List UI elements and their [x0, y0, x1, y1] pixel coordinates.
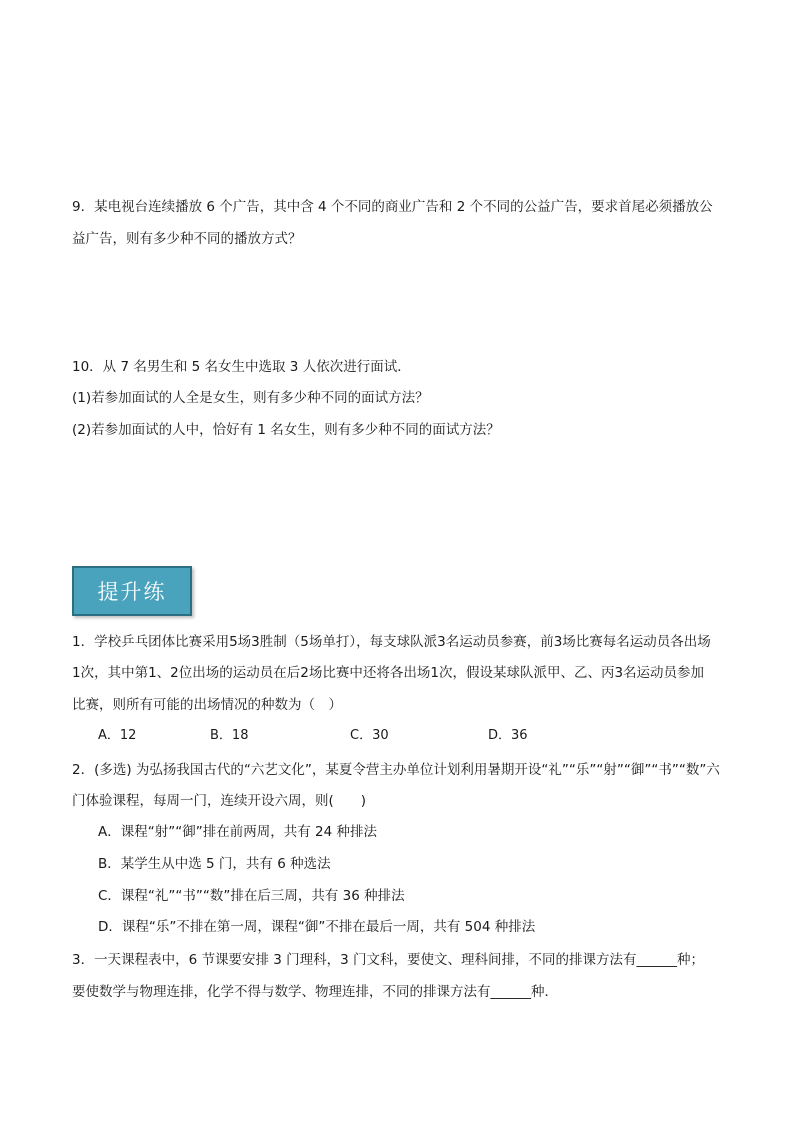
practice-1-option-c: C．30 — [350, 728, 389, 743]
practice-1-option-a: A．12 — [98, 728, 137, 743]
question-10-part-1: (1)若参加面试的人全是女生，则有多少种不同的面试方法？ — [72, 390, 429, 406]
question-10-part-2: (2)若参加面试的人中，恰好有 1 名女生，则有多少种不同的面试方法？ — [72, 422, 500, 438]
practice-3-line-1: 3．一天课程表中，6 节课要安排 3 门理科，3 门文科，要使文、理科间排，不同的排课方法有______种； — [72, 952, 705, 968]
practice-2-option-b: B．某学生从中选 5 门，共有 6 种选法 — [98, 856, 331, 872]
practice-3-line-2: 要使数学与物理连排，化学不得与数学、物理连排，不同的排课方法有______种． — [72, 984, 558, 1000]
practice-1-option-d: D．36 — [488, 728, 528, 743]
practice-2-line-2: 门体验课程，每周一门，连续开设六周，则( ) — [72, 793, 367, 809]
practice-2-option-a: A．课程“射”“御”排在前两周，共有 24 种排法 — [98, 824, 377, 840]
practice-1-line-3: 比赛，则所有可能的出场情况的种数为（ ） — [72, 697, 342, 713]
practice-2-option-d: D．课程“乐”不排在第一周，课程“御”不排在最后一周，共有 504 种排法 — [98, 919, 536, 935]
practice-2-line-1: 2．(多选) 为弘扬我国古代的“六艺文化”，某夏令营主办单位计划利用暑期开设“礼”“乐”“射”“御”“书”“数”六 — [72, 762, 720, 778]
section-badge — [72, 566, 192, 616]
question-9-line-2: 益广告，则有多少种不同的播放方式？ — [72, 231, 302, 247]
practice-2-option-c: C．课程“礼”“书”“数”排在后三周，共有 36 种排法 — [98, 888, 405, 904]
question-9-line-1: 9．某电视台连续播放 6 个广告，其中含 4 个不同的商业广告和 2 个不同的公益广告，要求首尾必须播放公 — [72, 199, 713, 215]
practice-1-line-2: 1次，其中第1、2位出场的运动员在后2场比赛中还将各出场1次，假设某球队派甲、乙、丙3名运动员参加 — [72, 665, 705, 681]
practice-1-line-1: 1．学校乒乓团体比赛采用5场3胜制（5场单打），每支球队派3名运动员参赛，前3场比赛每名运动员各出场 — [72, 634, 711, 650]
section-badge-label: 提升练 — [97, 580, 167, 604]
question-10-stem: 10．从 7 名男生和 5 名女生中选取 3 人依次进行面试． — [72, 359, 411, 375]
practice-1-option-b: B．18 — [210, 728, 249, 743]
